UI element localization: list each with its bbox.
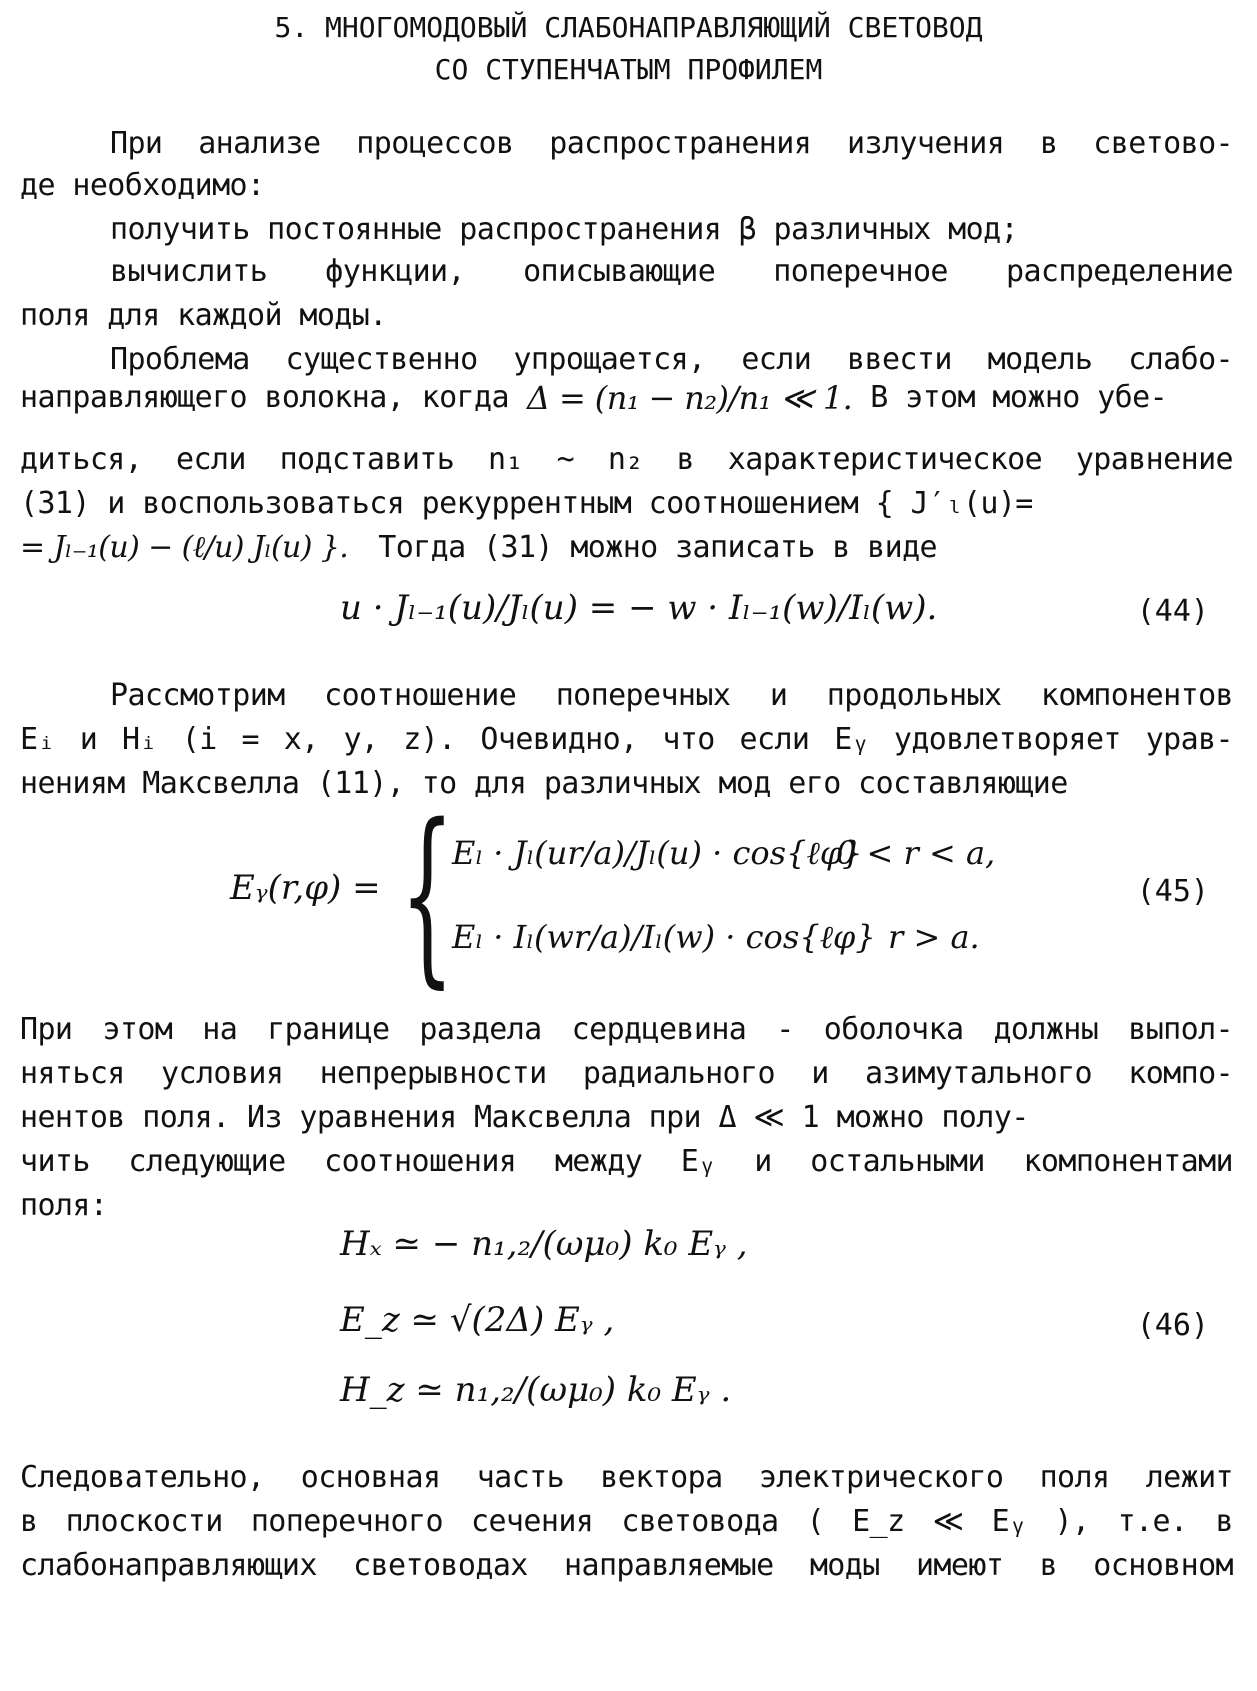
paragraph-1-line-4: вычислить функции, описывающие поперечное распределение <box>110 254 1233 289</box>
paragraph-2-line-2-text-b: В этом можно убе- <box>870 380 1168 415</box>
section-title-line-1: 5. МНОГОМОДОВЫЙ СЛАБОНАПРАВЛЯЮЩИЙ СВЕТОВОД <box>274 11 983 44</box>
paragraph-2-line-2-text-a: направляющего волокна, когда <box>20 380 509 415</box>
paragraph-4-line-1: При этом на границе раздела сердцевина - оболочка должны выпол- <box>20 1012 1233 1047</box>
equation-46-line-1: Hₓ ≃ − n₁,₂/(ωμ₀) k₀ Eᵧ , <box>340 1224 748 1264</box>
paragraph-4-line-4: чить следующие соотношения между Eᵧ и остальными компонентами <box>20 1144 1233 1179</box>
paragraph-5-line-1: Следовательно, основная часть вектора электрического поля лежит <box>20 1460 1233 1495</box>
equation-45-number: (45) <box>1136 874 1209 909</box>
paragraph-2-line-5-text: Тогда (31) можно записать в виде <box>378 530 938 565</box>
paragraph-3-line-1: Рассмотрим соотношение поперечных и продольных компонентов <box>110 678 1233 713</box>
paragraph-4-line-2: няться условия непрерывности радиального и азимутального компо- <box>20 1056 1233 1091</box>
equation-45-case-2: Eₗ · Iₗ(wr/a)/Iₗ(w) · cos{ℓφ} <box>452 918 876 956</box>
paragraph-4-line-3: нентов поля. Из уравнения Максвелла при Δ ≪ 1 можно полу- <box>20 1100 1029 1135</box>
equation-45-case-1: Eₗ · Jₗ(ur/a)/Jₗ(u) · cos{ℓφ} <box>452 834 863 872</box>
paragraph-1-line-3: получить постоянные распространения β различных мод; <box>110 212 1018 247</box>
delta-definition: Δ = (n₁ − n₂)/n₁ ≪ 1. <box>526 379 853 417</box>
paragraph-2-line-3: диться, если подставить n₁ ~ n₂ в характеристическое уравнение <box>20 442 1233 477</box>
paragraph-3-line-3: нениям Максвелла (11), то для различных мод его составляющие <box>20 766 1068 801</box>
paragraph-5-line-3: слабонаправляющих световодах направляемые моды имеют в основном <box>20 1548 1233 1583</box>
equation-45-lhs: Eᵧ(r,φ) = <box>230 868 381 908</box>
paragraph-2-line-5 <box>20 528 1233 568</box>
equation-44: u · Jₗ₋₁(u)/Jₗ(u) = − w · Iₗ₋₁(w)/Iₗ(w). <box>340 588 938 628</box>
paragraph-1-line-1: При анализе процессов распространения излучения в светово- <box>110 126 1233 161</box>
paragraph-2-line-2 <box>20 378 1233 418</box>
paragraph-3-line-2: Eᵢ и Hᵢ (i = x, y, z). Очевидно, что если Eᵧ удовлетворяет урав- <box>20 722 1233 757</box>
paragraph-5-line-2: в плоскости поперечного сечения световода ( E_z ≪ Eᵧ ), т.е. в <box>20 1504 1233 1539</box>
recurrence-relation: = Jₗ₋₁(u) − (ℓ/u) Jₗ(u) }. <box>20 530 349 565</box>
equation-46-number: (46) <box>1136 1308 1209 1343</box>
equation-45-condition-1: 0 < r < a, <box>836 834 996 872</box>
paragraph-1-line-2: де необходимо: <box>20 168 265 203</box>
paragraph-1-line-5: поля для каждой моды. <box>20 298 387 333</box>
paragraph-4-line-5: поля: <box>20 1188 108 1223</box>
section-title-line-2: СО СТУПЕНЧАТЫМ ПРОФИЛЕМ <box>434 53 823 86</box>
paragraph-2-line-4: (31) и воспользоваться рекуррентным соотношением { J′ₗ(u)= <box>20 486 1033 521</box>
equation-44-number: (44) <box>1136 594 1209 629</box>
paragraph-2-line-1: Проблема существенно упрощается, если ввести модель слабо- <box>110 342 1233 377</box>
equation-45-condition-2: r > a. <box>888 918 980 956</box>
equation-46-line-2: E_z ≃ √(2Δ) Eᵧ , <box>340 1300 615 1340</box>
equation-45-brace: { <box>400 784 455 1005</box>
equation-46-line-3: H_z ≃ n₁,₂/(ωμ₀) k₀ Eᵧ . <box>340 1370 732 1410</box>
